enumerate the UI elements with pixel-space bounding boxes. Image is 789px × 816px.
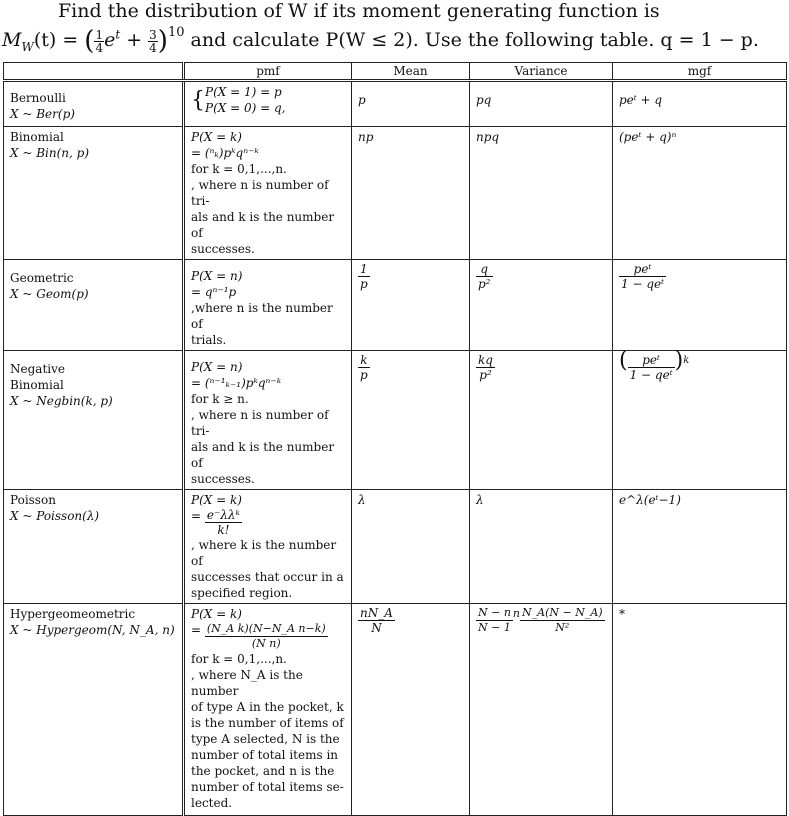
mgf-cell: * <box>613 604 787 816</box>
variance-cell: λ <box>470 490 613 604</box>
table-row <box>4 260 787 351</box>
table-row <box>4 127 787 260</box>
dist-name: Poisson X ~ Poisson(λ) <box>4 490 184 604</box>
mgf-cell: (peᵗ + q)ⁿ <box>613 127 787 260</box>
mean-cell: $\frac{nN\_A}{N}$ <box>352 604 470 816</box>
mgf-symbol: M <box>2 29 22 51</box>
mgf-cell: peᵗ + q <box>613 81 787 127</box>
mean-cell: p <box>352 81 470 127</box>
problem-tail: and calculate P(W ≤ 2). Use the following table. q = 1 − p. <box>184 29 759 51</box>
pmf-cell: { P(X = 1) = p P(X = 0) = q, <box>184 81 352 127</box>
table-header-row <box>4 63 787 81</box>
frac-three-quarters: $\frac{3}{4}$ <box>149 27 157 55</box>
dist-name: Hypergeomeometric X ~ Hypergeom(N, N_A, n) <box>4 604 184 816</box>
variance-cell: npq <box>470 127 613 260</box>
header-empty <box>4 63 184 81</box>
header-mean: Mean <box>352 63 470 81</box>
dist-name: Geometric X ~ Geom(p) <box>4 260 184 351</box>
mean-cell: np <box>352 127 470 260</box>
dist-name: Negative Binomial X ~ Negbin(k, p) <box>4 351 184 490</box>
mean-cell: λ <box>352 490 470 604</box>
dist-name: Bernoulli X ~ Ber(p) <box>4 81 184 127</box>
dist-name: Binomial X ~ Bin(n, p) <box>4 127 184 260</box>
open-paren: ( <box>84 26 95 56</box>
table-row <box>4 490 787 604</box>
power-ten: 10 <box>167 25 185 40</box>
mean-cell: $\frac{1}{p}$ <box>352 260 470 351</box>
header-pmf: pmf <box>184 63 352 81</box>
pmf-cell: P(X = k) = e⁻λλᵏ k! , where k is the number of successes that occur in a specified region. <box>184 490 352 604</box>
frac-one-quarter: $\frac{1}{4}$ <box>95 27 104 55</box>
mgf-cell: e^λ(eᵗ−1) <box>613 490 787 604</box>
mgf-argument: (t) = <box>33 29 85 51</box>
pmf-cell: P(X = n) = (ⁿ⁻¹ₖ₋₁)pᵏqⁿ⁻ᵏ for k ≥ n. , where n is number of tri- als and k is the number of successes. <box>184 351 352 490</box>
variance-cell: pq <box>470 81 613 127</box>
problem-line-1: Find the distribution of W if its moment generating function is <box>58 0 660 22</box>
pmf-cell: P(X = k) = (ⁿₖ)pᵏqⁿ⁻ᵏ for k = 0,1,...,n. , where n is number of tri- als and k is the number of successes. <box>184 127 352 260</box>
table-row <box>4 604 787 816</box>
mgf-subscript: W <box>21 39 34 54</box>
variance-cell: $\frac{N - n}{N - 1}$ n $\frac{N\_A(N - N\_A)}{\text{N²}}$ <box>470 604 613 816</box>
header-mgf: mgf <box>613 63 787 81</box>
variance-cell: $\frac{kq}{\text{p²}}$ <box>470 351 613 490</box>
pmf-cell: P(X = k) = $\frac{\text{(N\_A k)(N−N\_A n−k)}}{\text{(N n)}}$ for k = 0,1,...,n. , where N_A is the number of type A in the pocket, k is the number of items of type A selected, N is the number of total items in the pocket, and n is the number of total items se- lected. <box>184 604 352 816</box>
mean-cell: $\frac{k}{p}$ <box>352 351 470 490</box>
problem-line-2: $M_W(t)$ = ( $\frac{1}{4}$ $e^t$ + $\frac{3}{4}$ )$^{10}$ and calculate P(W ≤ 2). Use the following table. q = 1 − p. <box>2 25 759 56</box>
close-paren: ) <box>157 26 168 56</box>
variance-cell: $\frac{q}{\text{p²}}$ <box>470 260 613 351</box>
mgf-cell: peᵗ 1 − qeᵗ <box>613 260 787 351</box>
exp-e: e <box>104 29 116 51</box>
pmf-cell: P(X = n) = qⁿ⁻¹p ,where n is the number of trials. <box>184 260 352 351</box>
mgf-cell: ( peᵗ 1 − qeᵗ )$^k$ <box>613 351 787 490</box>
table-row <box>4 81 787 127</box>
distribution-table <box>3 62 787 816</box>
table-row <box>4 351 787 490</box>
header-variance: Variance <box>470 63 613 81</box>
